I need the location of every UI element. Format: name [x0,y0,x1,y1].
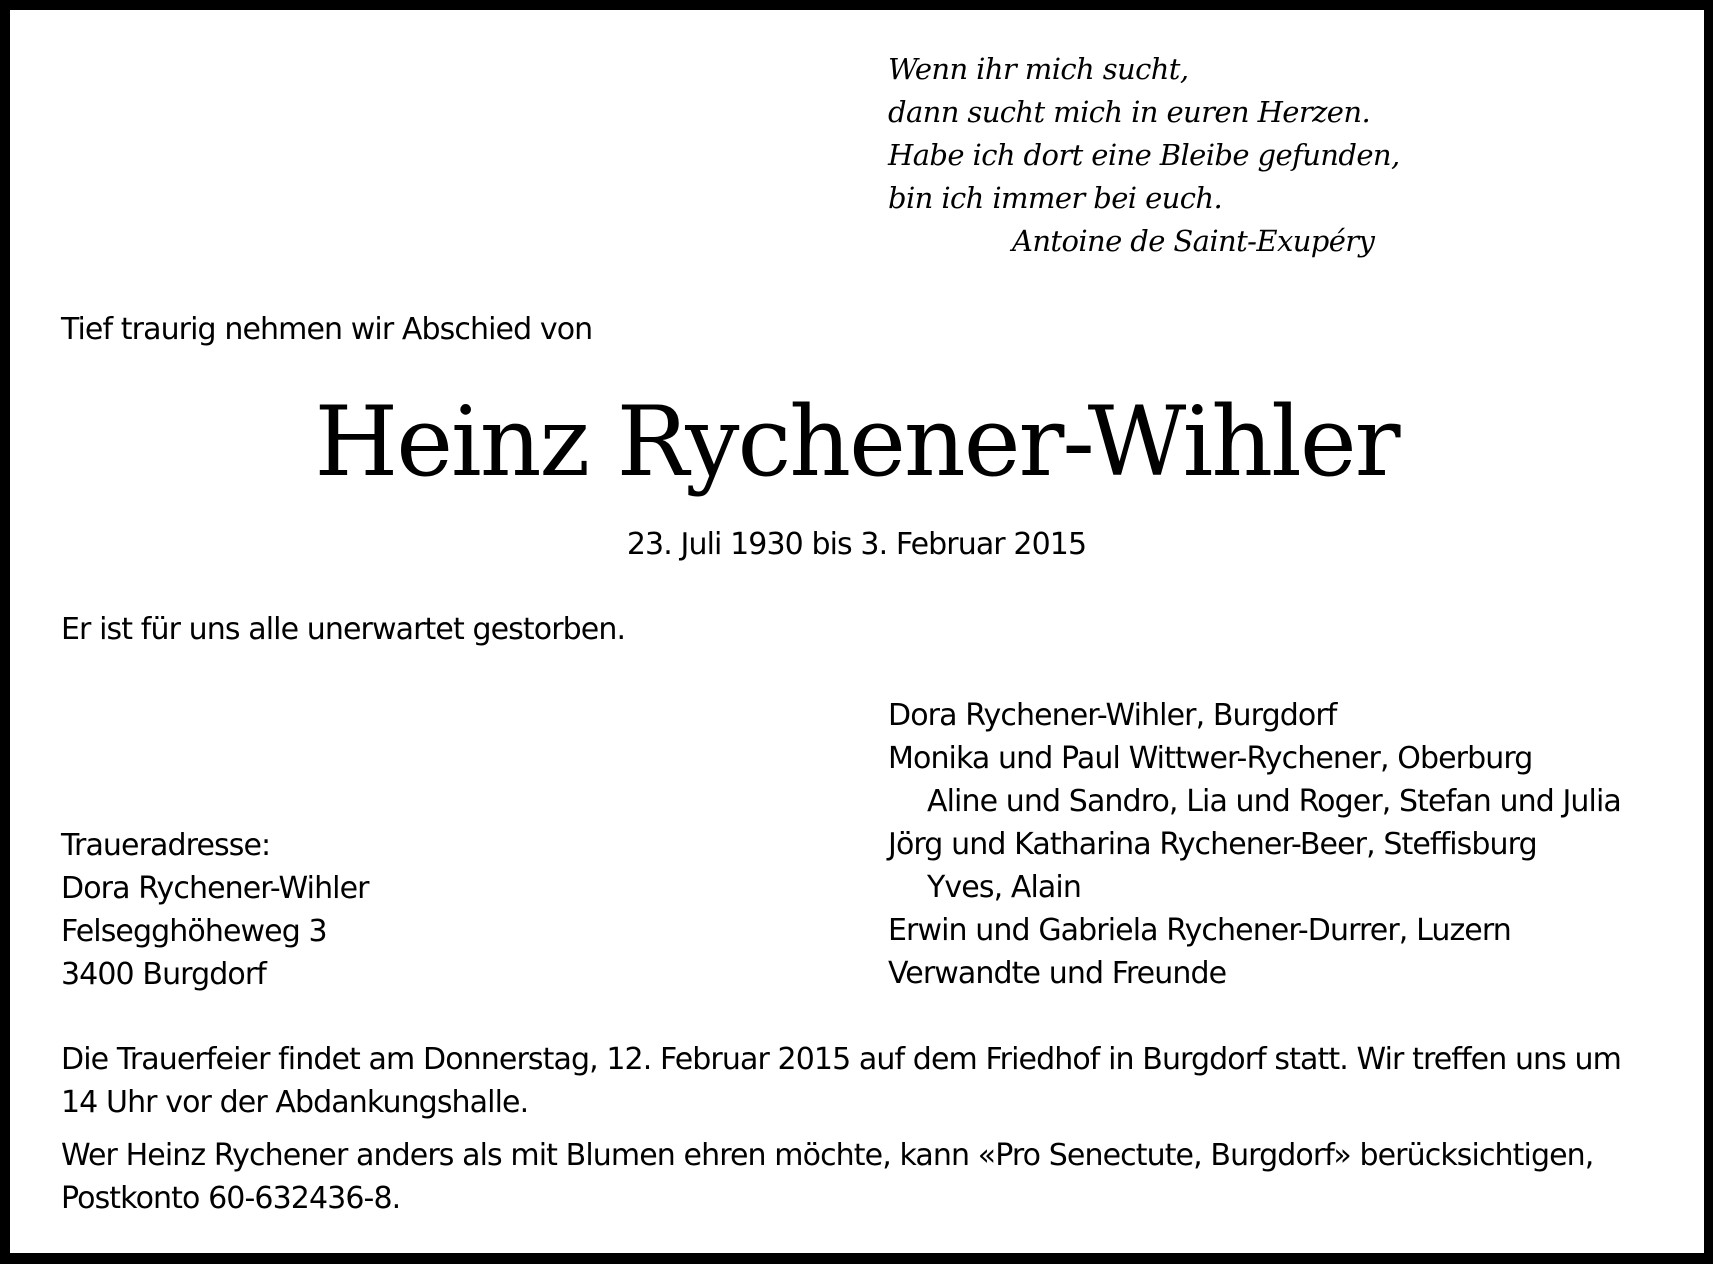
deceased-name: Heinz Rychener-Wihler [314,386,1399,498]
quote-line: Wenn ihr mich sucht, [888,52,1189,86]
family-member: Yves, Alain [927,870,1081,905]
service-line: 14 Uhr vor der Abdankungshalle. [61,1085,529,1120]
mourning-address [61,824,369,996]
family-list [888,694,1621,995]
address-line: Dora Rychener-Wihler [61,871,369,906]
quote-line: dann sucht mich in euren Herzen. [888,95,1371,129]
address-line: 3400 Burgdorf [61,957,266,992]
life-dates: 23. Juli 1930 bis 3. Februar 2015 [626,527,1087,562]
death-statement: Er ist für uns alle unerwartet gestorben. [61,612,626,647]
epigraph-quote [888,48,1400,263]
funeral-service-info [61,1038,1661,1124]
family-member: Erwin und Gabriela Rychener-Durrer, Luzern [888,913,1511,948]
donation-line: Postkonto 60-632436-8. [61,1181,401,1216]
address-label: Traueradresse: [61,828,271,863]
family-member: Aline und Sandro, Lia und Roger, Stefan und Julia [927,784,1621,819]
address-line: Felsegghöheweg 3 [61,914,327,949]
family-member: Jörg und Katharina Rychener-Beer, Steffisburg [888,827,1537,862]
family-member: Dora Rychener-Wihler, Burgdorf [888,698,1337,733]
quote-line: bin ich immer bei euch. [888,181,1223,215]
service-line: Die Trauerfeier findet am Donnerstag, 12. Februar 2015 auf dem Friedhof in Burgdorf statt. Wir treffen uns um [61,1042,1621,1077]
donation-line: Wer Heinz Rychener anders als mit Blumen ehren möchte, kann «Pro Senectute, Burgdorf» berücksichtigen, [61,1138,1594,1173]
family-member: Verwandte und Freunde [888,956,1227,991]
quote-author: Antoine de Saint-Exupéry [1012,224,1375,258]
family-member: Monika und Paul Wittwer-Rychener, Oberburg [888,741,1533,776]
donation-info [61,1134,1661,1220]
quote-line: Habe ich dort eine Bleibe gefunden, [888,138,1400,172]
intro-text: Tief traurig nehmen wir Abschied von [61,312,593,347]
